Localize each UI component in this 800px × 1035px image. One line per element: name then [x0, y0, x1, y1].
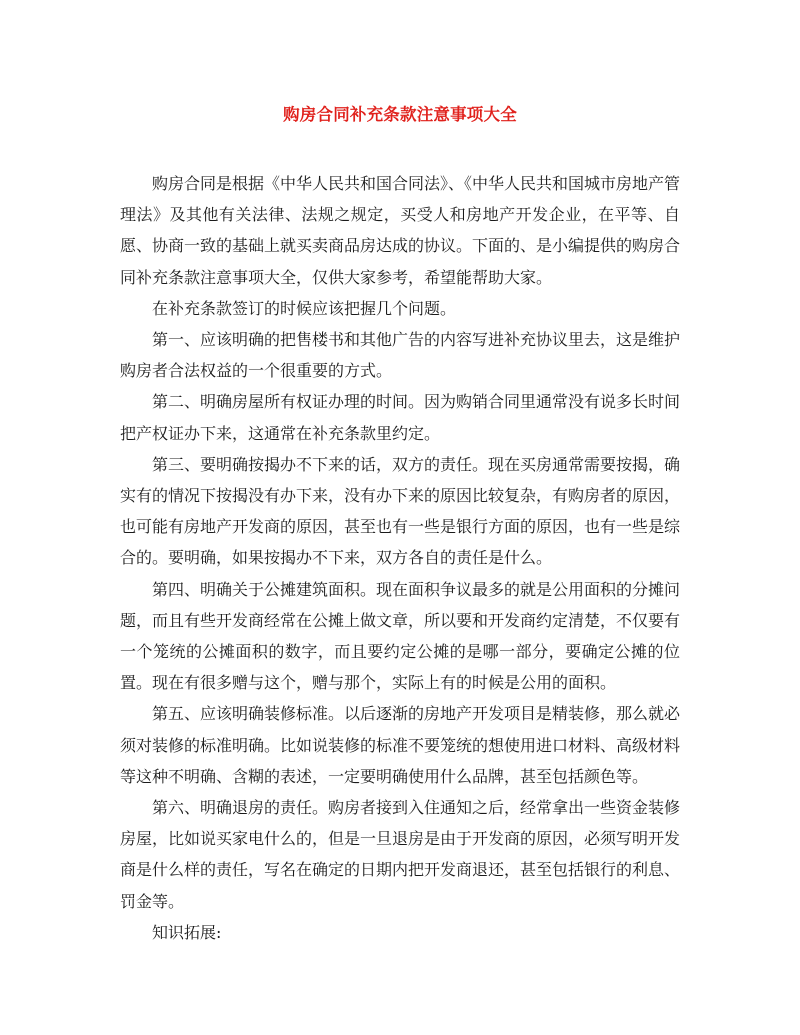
paragraph-intro: 购房合同是根据《中华人民共和国合同法》、《中华人民共和国城市房地产管理法》及其他有关法律、法规之规定，买受人和房地产开发企业，在平等、自愿、协商一致的基础上就买卖商品房达成的协议。下面的、是小编提供的购房合同补充条款注意事项大全，仅供大家参考，希望能帮助大家。	[120, 174, 681, 287]
paragraph-sixth: 第六、明确退房的责任。购房者接到入住通知之后，经常拿出一些资金装修房屋，比如说买家电什么的，但是一旦退房是由于开发商的原因，必须写明开发商是什么样的责任，写名在确定的日期内把开发商退还，甚至包括银行的利息、罚金等。	[120, 798, 681, 911]
paragraph-third: 第三、要明确按揭办不下来的话，双方的责任。现在买房通常需要按揭，确实有的情况下按揭没有办下来，没有办下来的原因比较复杂，有购房者的原因，也可能有房地产开发商的原因，甚至也有一些是银行方面的原因，也有一些是综合的。要明确，如果按揭办不下来，双方各自的责任是什么。	[120, 454, 681, 568]
paragraph-extension: 知识拓展:	[152, 922, 222, 942]
document-title: 购房合同补充条款注意事项大全	[283, 105, 517, 124]
paragraph-fifth: 第五、应该明确装修标准。以后逐渐的房地产开发项目是精装修，那么就必须对装修的标准明确。比如说装修的标准不要笼统的想使用进口材料、高级材料等这种不明确、含糊的表述，一定要明确使用什么品牌，甚至包括颜色等。	[120, 704, 681, 786]
paragraph-first: 第一、应该明确的把售楼书和其他广告的内容写进补充协议里去，这是维护购房者合法权益的一个很重要的方式。	[120, 330, 681, 381]
document-body	[120, 168, 680, 948]
paragraph-fourth: 第四、明确关于公摊建筑面积。现在面积争议最多的就是公用面积的分摊问题，而且有些开发商经常在公摊上做文章，所以要和开发商约定清楚，不仅要有一个笼统的公摊面积的数字，而且要约定公摊的是哪一部分，要确定公摊的位置。现在有很多赠与这个，赠与那个，实际上有的时候是公用的面积。	[120, 579, 681, 693]
paragraph-second: 第二、明确房屋所有权证办理的时间。因为购销合同里通常没有说多长时间把产权证办下来，这通常在补充条款里约定。	[120, 392, 681, 443]
paragraph-questions: 在补充条款签订的时候应该把握几个问题。	[152, 298, 457, 318]
